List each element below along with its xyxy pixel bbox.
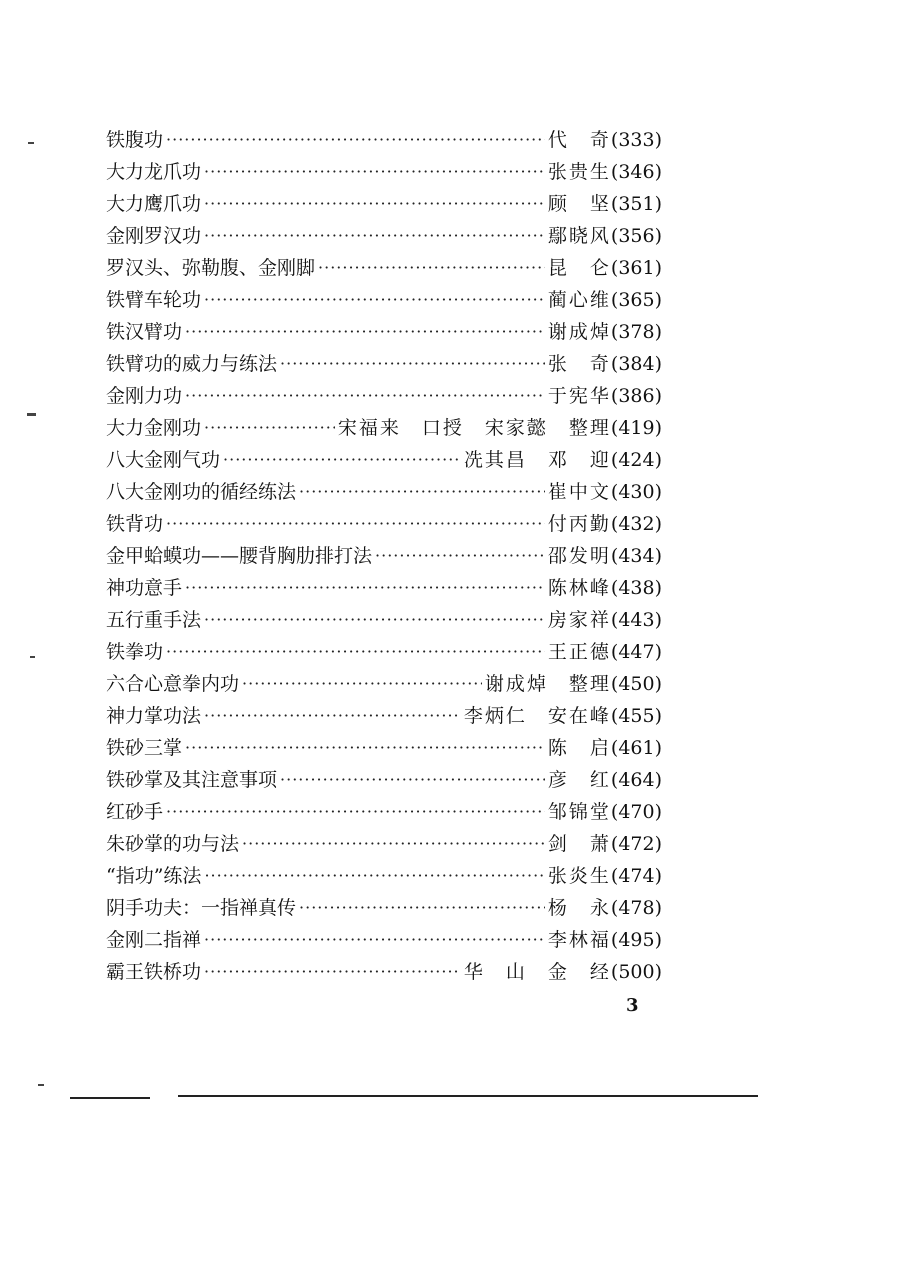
entry-title: 六合心意拳内功 (106, 673, 240, 695)
dot-leader (280, 764, 545, 796)
dot-leader (185, 316, 545, 348)
entry-page: (478) (610, 897, 662, 919)
entry-author: 彦 红 (547, 769, 611, 791)
dot-leader (204, 412, 335, 444)
dot-leader (375, 540, 545, 572)
entry-author: 蔺心维 (547, 289, 611, 311)
entry-author: 付丙勤 (547, 513, 611, 535)
entry-author: 陈林峰 (547, 577, 611, 599)
dot-leader (166, 508, 545, 540)
dot-leader (185, 572, 545, 604)
entry-title: 铁砂掌及其注意事项 (106, 769, 278, 791)
table-of-contents (106, 124, 662, 988)
entry-title: 大力龙爪功 (106, 161, 202, 183)
dot-leader (204, 156, 545, 188)
entry-page: (432) (610, 513, 662, 535)
toc-entry (106, 476, 662, 508)
dot-leader (299, 892, 545, 924)
toc-entry (106, 700, 662, 732)
entry-title: 金刚罗汉功 (106, 225, 202, 247)
dot-leader (299, 476, 545, 508)
scan-speck (28, 142, 34, 144)
entry-author: 昆 仑 (547, 257, 611, 279)
entry-title: 罗汉头、弥勒腹、金刚脚 (106, 257, 316, 279)
entry-title: 铁臂功的威力与练法 (106, 353, 278, 375)
entry-author: 谢成焯 整理 (484, 673, 611, 695)
dot-leader (166, 796, 545, 828)
dot-leader (166, 636, 545, 668)
entry-author: 于宪华 (547, 385, 611, 407)
entry-page: (461) (610, 737, 662, 759)
entry-page: (455) (610, 705, 662, 727)
entry-title: 大力鹰爪功 (106, 193, 202, 215)
footer-rule (178, 1095, 758, 1097)
scan-speck (30, 656, 35, 658)
entry-author: 冼其昌 邓 迎 (463, 449, 611, 471)
entry-title: 神力掌功法 (106, 705, 202, 727)
entry-author: 邵发明 (547, 545, 611, 567)
toc-entry (106, 860, 662, 892)
entry-title: 八大金刚气功 (106, 449, 221, 471)
dot-leader (204, 924, 545, 956)
toc-entry (106, 892, 662, 924)
toc-entry (106, 508, 662, 540)
entry-page: (386) (610, 385, 662, 407)
dot-leader (242, 828, 545, 860)
dot-leader (204, 188, 545, 220)
dot-leader (280, 348, 545, 380)
entry-page: (495) (610, 929, 662, 951)
entry-page: (419) (610, 417, 662, 439)
entry-page: (346) (610, 161, 662, 183)
entry-title: 五行重手法 (106, 609, 202, 631)
entry-title: 铁臂车轮功 (106, 289, 202, 311)
toc-entry (106, 284, 662, 316)
entry-page: (438) (610, 577, 662, 599)
dot-leader (204, 700, 461, 732)
entry-page: (378) (610, 321, 662, 343)
dot-leader (204, 220, 545, 252)
entry-page: (443) (610, 609, 662, 631)
entry-page: (447) (610, 641, 662, 663)
entry-page: (361) (610, 257, 662, 279)
dot-leader (242, 668, 482, 700)
entry-page: (356) (610, 225, 662, 247)
toc-entry (106, 220, 662, 252)
entry-title: 铁砂三掌 (106, 737, 183, 759)
toc-entry (106, 732, 662, 764)
entry-title: “指功”练法 (106, 865, 202, 887)
entry-page: (365) (610, 289, 662, 311)
toc-entry (106, 156, 662, 188)
entry-page: (464) (610, 769, 662, 791)
entry-author: 房家祥 (547, 609, 611, 631)
entry-author: 王正德 (547, 641, 611, 663)
toc-entry (106, 124, 662, 156)
dot-leader (223, 444, 461, 476)
entry-author: 代 奇 (547, 129, 611, 151)
toc-entry (106, 572, 662, 604)
entry-author: 鄢晓风 (547, 225, 611, 247)
entry-author: 宋福来 口授 宋家懿 整理 (337, 417, 611, 439)
entry-page: (351) (610, 193, 662, 215)
footer-rule (70, 1097, 150, 1099)
dot-leader (318, 252, 545, 284)
toc-entry (106, 604, 662, 636)
entry-title: 神功意手 (106, 577, 183, 599)
entry-title: 八大金刚功的循经练法 (106, 481, 297, 503)
entry-title: 铁背功 (106, 513, 164, 535)
toc-entry (106, 956, 662, 988)
entry-page: (430) (610, 481, 662, 503)
entry-title: 金甲蛤蟆功——腰背胸肋排打法 (106, 545, 373, 567)
dot-leader (204, 284, 545, 316)
dot-leader (185, 380, 545, 412)
entry-page: (470) (610, 801, 662, 823)
toc-entry (106, 924, 662, 956)
entry-author: 华 山 金 经 (463, 961, 611, 983)
page-number: 3 (626, 995, 639, 1016)
entry-author: 李炳仁 安在峰 (463, 705, 611, 727)
entry-title: 霸王铁桥功 (106, 961, 202, 983)
entry-page: (472) (610, 833, 662, 855)
dot-leader (185, 732, 545, 764)
entry-page: (500) (610, 961, 662, 983)
toc-entry (106, 668, 662, 700)
entry-author: 顾 坚 (547, 193, 611, 215)
toc-entry (106, 764, 662, 796)
entry-title: 铁拳功 (106, 641, 164, 663)
dot-leader (204, 860, 544, 892)
toc-entry (106, 636, 662, 668)
entry-title: 金刚二指禅 (106, 929, 202, 951)
entry-author: 张 奇 (547, 353, 611, 375)
toc-entry (106, 188, 662, 220)
dot-leader (166, 124, 545, 156)
entry-author: 邹锦堂 (547, 801, 611, 823)
entry-author: 剑 萧 (547, 833, 611, 855)
entry-author: 崔中文 (547, 481, 611, 503)
entry-title: 大力金刚功 (106, 417, 202, 439)
dot-leader (204, 604, 545, 636)
scan-speck (38, 1084, 44, 1086)
entry-title: 阴手功夫：一指禅真传 (106, 897, 297, 919)
toc-entry (106, 316, 662, 348)
entry-page: (450) (610, 673, 662, 695)
entry-page: (474) (610, 865, 662, 887)
toc-entry (106, 540, 662, 572)
scan-speck (27, 413, 36, 416)
entry-page: (384) (610, 353, 662, 375)
entry-title: 铁腹功 (106, 129, 164, 151)
entry-author: 张贵生 (547, 161, 611, 183)
toc-entry (106, 252, 662, 284)
toc-entry (106, 348, 662, 380)
entry-page: (434) (610, 545, 662, 567)
entry-title: 金刚力功 (106, 385, 183, 407)
toc-entry (106, 444, 662, 476)
entry-page: (333) (610, 129, 662, 151)
entry-author: 谢成焯 (547, 321, 611, 343)
entry-author: 张炎生 (547, 865, 611, 887)
toc-entry (106, 828, 662, 860)
entry-title: 朱砂掌的功与法 (106, 833, 240, 855)
entry-author: 杨 永 (547, 897, 611, 919)
entry-page: (424) (610, 449, 662, 471)
toc-entry (106, 796, 662, 828)
toc-entry (106, 412, 662, 444)
entry-author: 陈 启 (547, 737, 611, 759)
dot-leader (204, 956, 461, 988)
toc-entry (106, 380, 662, 412)
entry-author: 李林福 (547, 929, 611, 951)
entry-title: 红砂手 (106, 801, 164, 823)
entry-title: 铁汉臂功 (106, 321, 183, 343)
